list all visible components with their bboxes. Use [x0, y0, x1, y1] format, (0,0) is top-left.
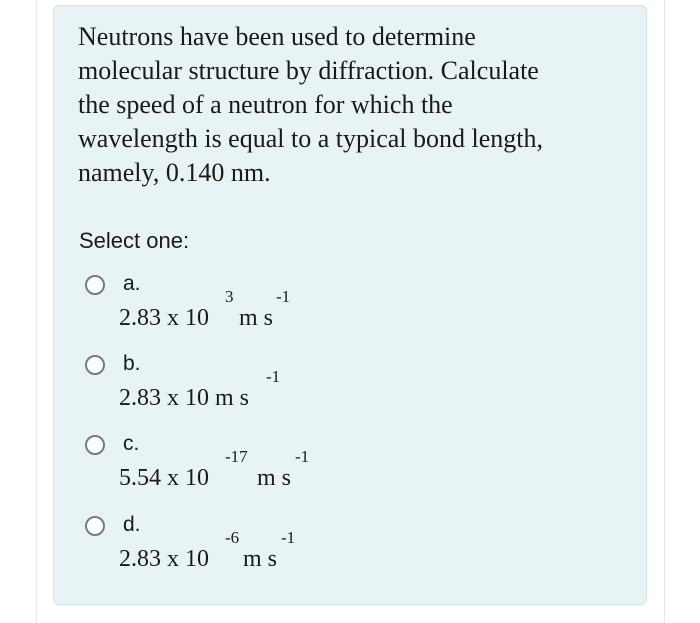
- page-border-right: [664, 0, 665, 623]
- option-letter: b.: [123, 352, 141, 375]
- option-exponent: -6: [225, 528, 240, 547]
- answer-option-c[interactable]: [85, 432, 485, 502]
- option-exponent: 3: [225, 287, 234, 306]
- option-unit-exponent: -1: [295, 447, 310, 466]
- select-one-prompt: Select one:: [79, 228, 190, 253]
- answer-option-b[interactable]: [85, 352, 485, 422]
- option-unit: m s: [243, 546, 278, 572]
- question-line: molecular structure by diffraction. Calculate: [78, 56, 539, 85]
- option-letter: c.: [123, 432, 140, 455]
- option-unit: m s: [257, 465, 292, 491]
- question-line: namely, 0.140 nm.: [78, 158, 271, 187]
- option-letter: d.: [123, 513, 141, 536]
- option-coefficient: 2.83 x 10: [119, 305, 209, 331]
- page-border-left: [36, 0, 37, 623]
- option-unit: m s: [239, 305, 274, 331]
- answer-option-d[interactable]: [85, 513, 485, 583]
- option-coefficient: 5.54 x 10: [119, 465, 209, 491]
- option-unit-exponent: -1: [281, 528, 296, 547]
- option-unit-exponent: -1: [266, 367, 281, 386]
- question-line: Neutrons have been used to determine: [78, 22, 476, 51]
- answer-option-a[interactable]: [85, 272, 485, 342]
- question-line: the speed of a neutron for which the: [78, 90, 453, 119]
- question-text: [78, 20, 598, 190]
- radio-button[interactable]: [85, 435, 105, 455]
- radio-button[interactable]: [85, 275, 105, 295]
- question-line: wavelength is equal to a typical bond length,: [78, 124, 543, 153]
- option-coefficient: 2.83 x 10: [119, 546, 209, 572]
- radio-button[interactable]: [85, 355, 105, 375]
- option-coefficient: 2.83 x 10 m s: [119, 385, 250, 411]
- option-exponent: -17: [225, 447, 248, 466]
- option-unit-exponent: -1: [276, 287, 291, 306]
- option-letter: a.: [123, 272, 141, 295]
- radio-button[interactable]: [85, 516, 105, 536]
